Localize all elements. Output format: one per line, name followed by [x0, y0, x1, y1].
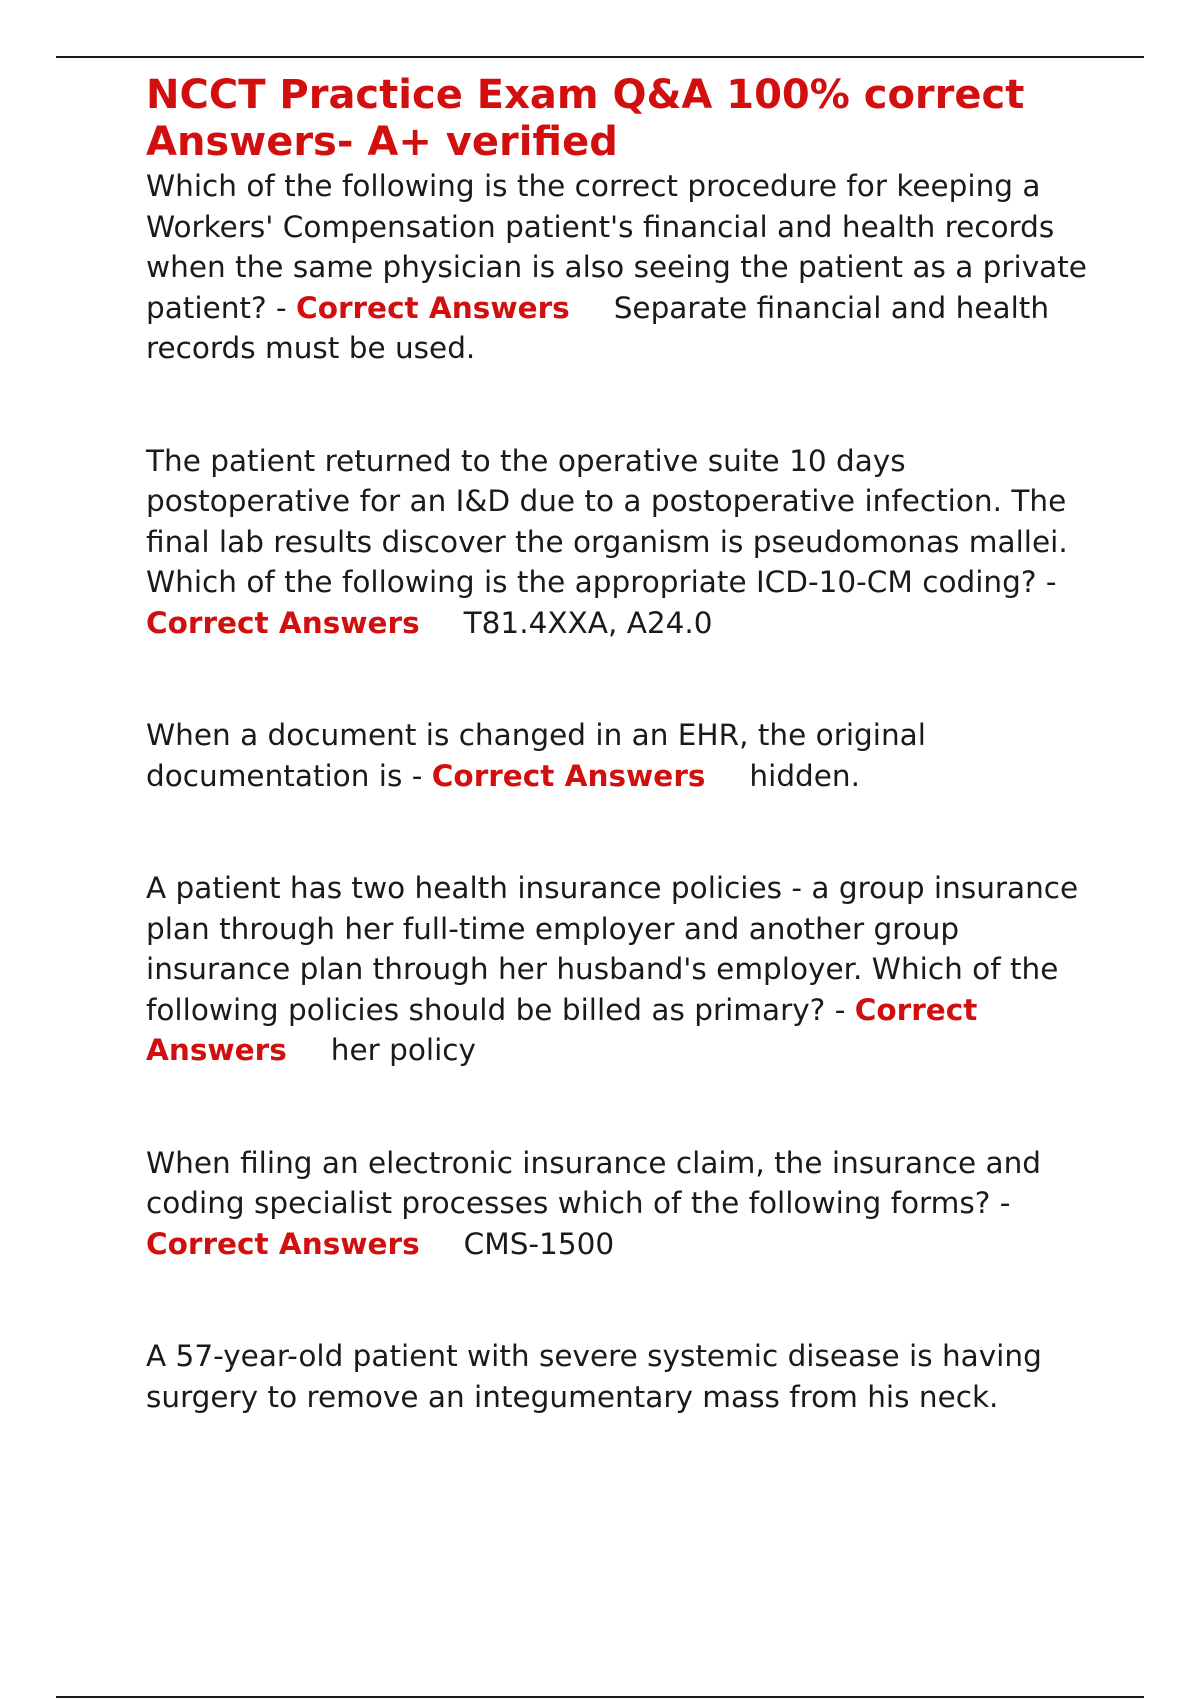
question-text: When a document is changed in an EHR, the original documentation is	[146, 718, 926, 793]
trailing-question: A 57-year-old patient with severe systemic disease is having surgery to remove an integumentary mass from his neck.	[146, 1339, 1042, 1414]
question-text: Which of the following is the correct procedure for keeping a Workers' Compensation patient's financial and health records when the same physician is also seeing the patient as a private patient?	[146, 169, 1087, 325]
separator: -	[825, 992, 855, 1027]
separator: -	[1036, 565, 1057, 599]
qa-item	[146, 868, 1096, 1071]
answer-text: her policy	[330, 1033, 476, 1067]
answer-text: Separate financial and health records must be used.	[146, 290, 1050, 365]
document-title: NCCT Practice Exam Q&A 100% correct Answers- A+ verified	[146, 72, 1025, 165]
correct-answers-label: Correct Answers	[296, 290, 570, 325]
qa-item	[146, 441, 1096, 644]
answer-text: CMS-1500	[463, 1226, 615, 1261]
question-text: A patient has two health insurance policies - a group insurance plan through her full-time employer and another group insurance plan through her husband's employer. Which of the following policies should be billed as primary?	[146, 871, 1079, 1027]
answer-text: T81.4XXA, A24.0	[463, 605, 713, 640]
correct-answers-label: Correct Answers	[146, 1226, 420, 1261]
correct-answers-label: Correct Answers	[146, 605, 420, 640]
correct-answers-label: Correct Answers	[146, 992, 978, 1067]
question-text: When filing an electronic insurance claim, the insurance and coding specialist processes which of the following forms?	[146, 1145, 1041, 1220]
separator: -	[990, 1186, 1011, 1220]
qa-item	[146, 1143, 1096, 1265]
answer-text: hidden.	[749, 758, 860, 793]
question-text: The patient returned to the operative suite 10 days postoperative for an I&D due to a postoperative infection. The final lab results discover the organism is pseudomonas mallei. Which of the following is the appropriate ICD-10-CM coding?	[146, 443, 1068, 599]
separator: -	[266, 290, 297, 325]
qa-item	[146, 715, 1096, 796]
document-content	[146, 72, 1096, 1417]
separator: -	[402, 758, 432, 793]
qa-item	[146, 166, 1096, 369]
correct-answers-label: Correct Answers	[431, 758, 706, 793]
bottom-divider	[56, 1696, 1144, 1698]
top-divider	[56, 56, 1144, 58]
